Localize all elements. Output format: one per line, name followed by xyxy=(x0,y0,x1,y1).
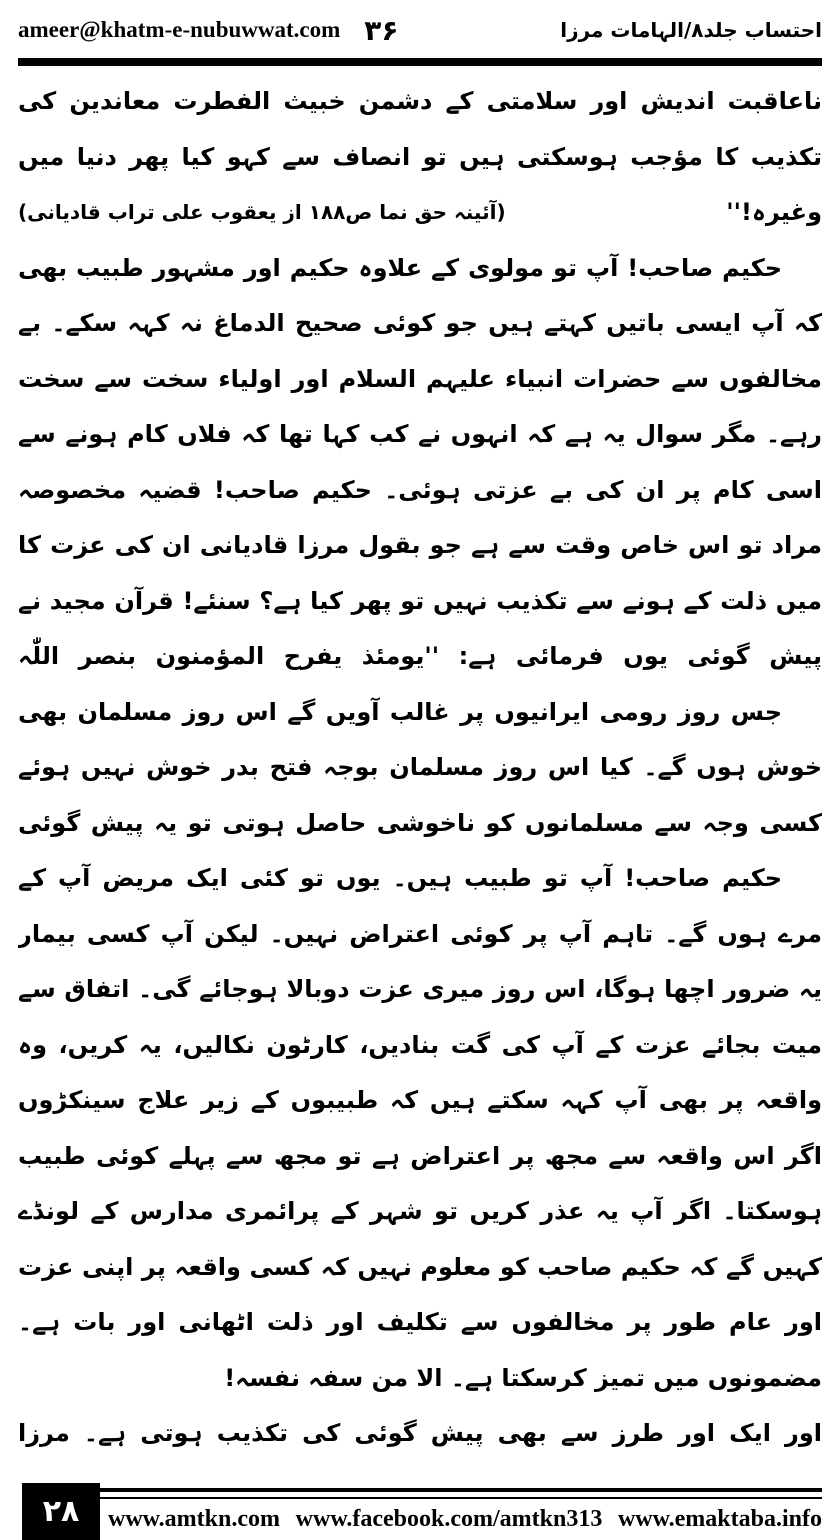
footer-url[interactable]: www.emaktaba.info xyxy=(617,1506,822,1532)
text-line: کہ آپ ایسی باتیں کہتے ہیں جو کوئی صحیح الدماغ نہ کہہ سکے۔ بے xyxy=(18,309,822,337)
text-line: جس روز رومی ایرانیوں پر غالب آویں گے اس روز مسلمان بھی xyxy=(18,697,782,726)
text-line: مضمونوں میں تمیز کرسکتا ہے۔ الا من سفہ نفسہ! xyxy=(224,1363,822,1392)
header-book-title: احتساب جلد۸/الہامات مرزا xyxy=(560,18,822,42)
citation: (آئینہ حق نما ص۱۸۸ از یعقوب علی تراب قادیانی) xyxy=(18,200,506,224)
quote-end-line xyxy=(18,185,822,241)
header-email: ameer@khatm-e-nubuwwat.com xyxy=(18,17,341,42)
footer-url[interactable]: www.amtkn.com xyxy=(108,1506,280,1532)
text-line: میں ذلت کے ہونے سے تکذیب نہیں تو پھر کیا ہے؟ سنئے! قرآن مجید نے xyxy=(18,586,822,615)
text-line: اسی کام پر ان کی بے عزتی ہوئی۔ حکیم صاحب! قضیہ مخصوصہ xyxy=(18,475,822,504)
text-line: مخالفوں سے حضرات انبیاء علیہم السلام اور اولیاء سخت سے سخت xyxy=(18,364,822,393)
text-line: وغیرہ!'' xyxy=(726,198,822,226)
text-line: کہیں گے کہ حکیم صاحب کو معلوم نہیں کہ کسی واقعہ پر اپنی عزت xyxy=(18,1252,822,1281)
text-line: حکیم صاحب! آپ تو طبیب ہیں۔ یوں تو کئی ایک مریض آپ کے xyxy=(18,864,782,892)
footer-page-number: ۲۸ xyxy=(22,1483,100,1540)
text-line: اور ایک اور طرز سے بھی پیش گوئی کی تکذیب ہوتی ہے۔ مرزا xyxy=(18,1419,822,1447)
text-line: اور عام طور پر مخالفوں سے تکلیف اور ذلت اٹھانی اور بات ہے۔ xyxy=(18,1308,822,1336)
text-line: مرے ہوں گے۔ تاہم آپ پر کوئی اعتراض نہیں۔ لیکن آپ کسی بیمار xyxy=(18,919,822,948)
text-line: حکیم صاحب! آپ تو مولوی کے علاوہ حکیم اور مشہور طبیب بھی xyxy=(18,253,782,282)
text-line: میت بجائے عزت کے آپ کی گت بنادیں، کارٹون نکالیں، یہ کریں، وہ xyxy=(18,1030,822,1059)
footer-urls xyxy=(108,1506,822,1533)
text-line: تکذیب کا مؤجب ہوسکتی ہیں تو انصاف سے کہو کیا پھر دنیا میں xyxy=(18,142,822,171)
text-line: پیش گوئی یوں فرمائی ہے: ''یومئذ یفرح المؤمنون بنصر اللّٰہ xyxy=(18,642,822,670)
page-body xyxy=(18,74,822,1462)
page-header xyxy=(18,10,822,50)
text-line: اگر اس واقعہ سے مجھ پر اعتراض ہے تو مجھ سے پہلے کوئی طبیب xyxy=(18,1141,822,1170)
text-line: خوش ہوں گے۔ کیا اس روز مسلمان بوجہ فتح بدر خوش نہیں ہوئے xyxy=(18,753,822,781)
header-page-number: ۳۶ xyxy=(364,13,399,47)
text-line: یہ ضرور اچھا ہوگا، اس روز میری عزت دوبالا ہوجائے گی۔ اتفاق سے xyxy=(18,975,822,1003)
text-line: ہوسکتا۔ اگر آپ یہ عذر کریں تو شہر کے پرائمری مدارس کے لونڈے xyxy=(18,1197,822,1225)
text-line: رہے۔ مگر سوال یہ ہے کہ انہوں نے کب کہا تھا کہ فلاں کام ہونے سے xyxy=(18,420,822,448)
text-line: مراد تو اس خاص وقت سے ہے جو بقول مرزا قادیانی ان کی عزت کا xyxy=(18,531,822,559)
footer-rule xyxy=(100,1488,822,1492)
footer-url[interactable]: www.facebook.com/amtkn313 xyxy=(295,1506,603,1532)
text-line: ناعاقبت اندیش اور سلامتی کے دشمن خبیث الفطرت معاندین کی xyxy=(18,87,822,115)
text-line: واقعہ پر بھی آپ کہہ سکتے ہیں کہ طبیبوں کے زیر علاج سینکڑوں xyxy=(18,1086,822,1114)
footer-rule-thin xyxy=(100,1497,822,1499)
text-line: کسی وجہ سے مسلمانوں کو ناخوشی حاصل ہوتی تو یہ پیش گوئی xyxy=(18,808,822,837)
header-rule xyxy=(18,58,822,66)
